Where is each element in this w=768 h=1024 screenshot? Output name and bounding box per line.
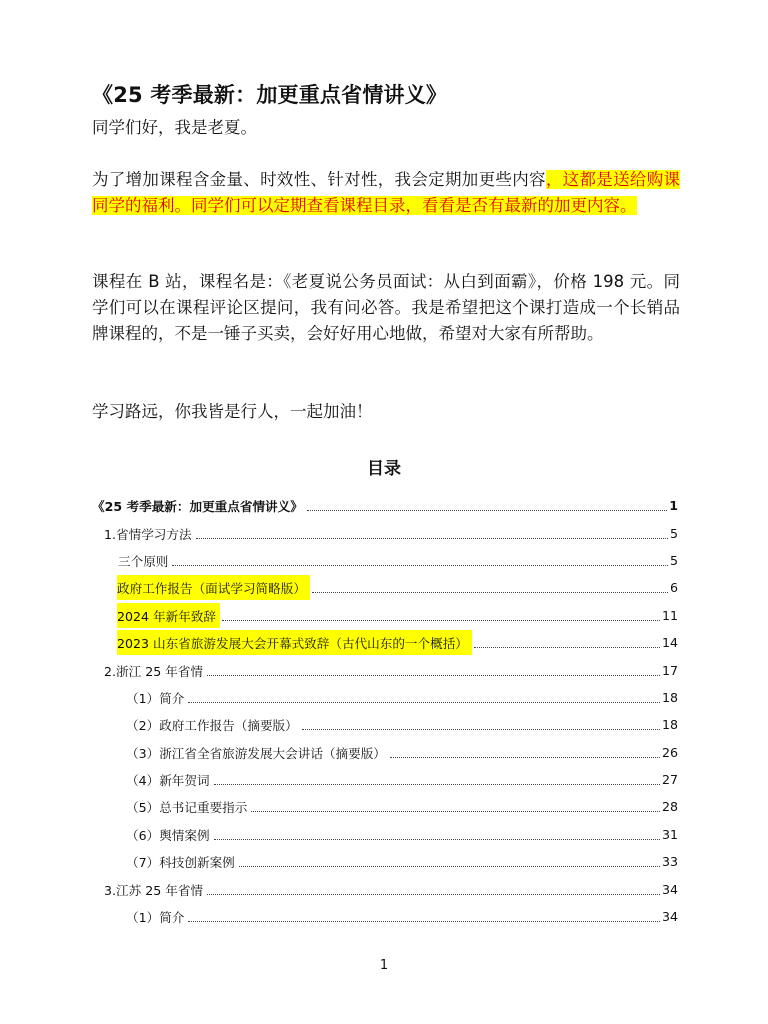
toc-entry-text: （2）政府工作报告（摘要版）: [126, 718, 298, 734]
toc-entry-page: 14: [661, 635, 678, 651]
toc-entry[interactable]: [92, 629, 680, 656]
toc-entry-text: （7）科技创新案例: [126, 855, 235, 871]
toc-leader: [188, 702, 660, 703]
toc-entry[interactable]: [92, 711, 680, 738]
toc-entry-text: （6）舆情案例: [126, 827, 210, 843]
intro-text: 为了增加课程含金量、时效性、针对性，我会定期加更些内容: [92, 170, 546, 189]
toc-leader: [474, 647, 660, 648]
table-of-contents: [92, 492, 680, 930]
toc-leader: [307, 510, 667, 511]
toc-entry-page: 26: [661, 744, 678, 760]
toc-entry-page: 17: [661, 662, 678, 678]
toc-leader: [302, 729, 660, 730]
toc-leader: [214, 784, 660, 785]
toc-entry-text: （1）简介: [126, 910, 185, 926]
toc-entry-page: 34: [661, 881, 678, 897]
toc-entry[interactable]: [92, 602, 680, 629]
toc-leader: [251, 811, 660, 812]
toc-entry[interactable]: [92, 684, 680, 711]
toc-entry-page: 34: [661, 909, 678, 925]
toc-entry-page: 33: [661, 854, 678, 870]
toc-entry-text: （5）总书记重要指示: [126, 800, 248, 816]
toc-leader: [196, 538, 668, 539]
toc-entry-page: 5: [669, 552, 678, 568]
toc-entry[interactable]: [92, 547, 680, 574]
toc-entry-text: 2024 年新年致辞: [117, 603, 220, 628]
toc-entry[interactable]: [92, 656, 680, 683]
page-number: 1: [379, 958, 389, 973]
toc-entry-text: 2023 山东省旅游发展大会开幕式致辞（古代山东的一个概括）: [117, 630, 472, 655]
toc-entry-page: 18: [661, 689, 678, 705]
toc-leader: [239, 866, 660, 867]
toc-entry[interactable]: [92, 519, 680, 546]
greeting-paragraph: 同学们好，我是老夏。: [92, 118, 257, 137]
toc-entry-text: 《25 考季最新：加更重点省情讲义》: [92, 499, 303, 515]
toc-entry-text: 1.省情学习方法: [104, 526, 192, 542]
intro-highlight: ，这都是送给购课同学的福利。同学们可以定期查看课程目录，看看是否有最新的加更内容。: [92, 170, 681, 215]
toc-entry-text: （3）浙江省全省旅游发展大会讲话（摘要版）: [126, 745, 386, 761]
toc-entry[interactable]: [92, 848, 680, 875]
toc-entry[interactable]: [92, 793, 680, 820]
toc-entry-text: （4）新年贺词: [126, 773, 210, 789]
toc-entry[interactable]: [92, 903, 680, 930]
toc-leader: [188, 921, 660, 922]
toc-entry[interactable]: [92, 739, 680, 766]
toc-entry-page: 11: [661, 607, 678, 623]
toc-entry[interactable]: [92, 875, 680, 902]
toc-entry-text: 2.浙江 25 年省情: [104, 663, 204, 679]
toc-entry[interactable]: [92, 492, 680, 519]
toc-leader: [207, 675, 660, 676]
toc-entry-text: 政府工作报告（面试学习简略版）: [117, 575, 310, 600]
toc-entry-text: 3.江苏 25 年省情: [104, 882, 204, 898]
toc-leader: [172, 565, 668, 566]
toc-entry-page: 31: [661, 826, 678, 842]
toc-entry-text: （1）简介: [126, 690, 185, 706]
toc-leader: [214, 839, 660, 840]
toc-entry-page: 18: [661, 717, 678, 733]
toc-leader: [222, 620, 660, 621]
toc-entry-page: 28: [661, 799, 678, 815]
toc-heading: 目录: [367, 459, 401, 479]
course-paragraph: 课程在 B 站，课程名是：《老夏说公务员面试：从白到面霸》，价格 198 元。同学们可以在课程评论区提问，我有问必答。我是希望把这个课打造成一个长销品牌课程的，不是一锤子买卖，会好好用心地做，希望对大家有所帮助。: [92, 272, 680, 343]
toc-entry-page: 1: [669, 498, 678, 514]
toc-entry-page: 6: [669, 580, 678, 596]
toc-leader: [207, 894, 660, 895]
toc-entry[interactable]: [92, 821, 680, 848]
toc-leader: [312, 592, 668, 593]
document-title: 《25 考季最新：加更重点省情讲义》: [92, 83, 448, 107]
toc-entry-page: 27: [661, 772, 678, 788]
toc-entry-text: 三个原则: [118, 553, 169, 569]
intro-paragraph: [92, 167, 680, 219]
toc-entry-page: 5: [669, 525, 678, 541]
toc-leader: [390, 757, 660, 758]
toc-entry[interactable]: [92, 766, 680, 793]
closing-paragraph: 学习路远，你我皆是行人，一起加油！: [92, 402, 373, 421]
toc-entry[interactable]: [92, 574, 680, 601]
